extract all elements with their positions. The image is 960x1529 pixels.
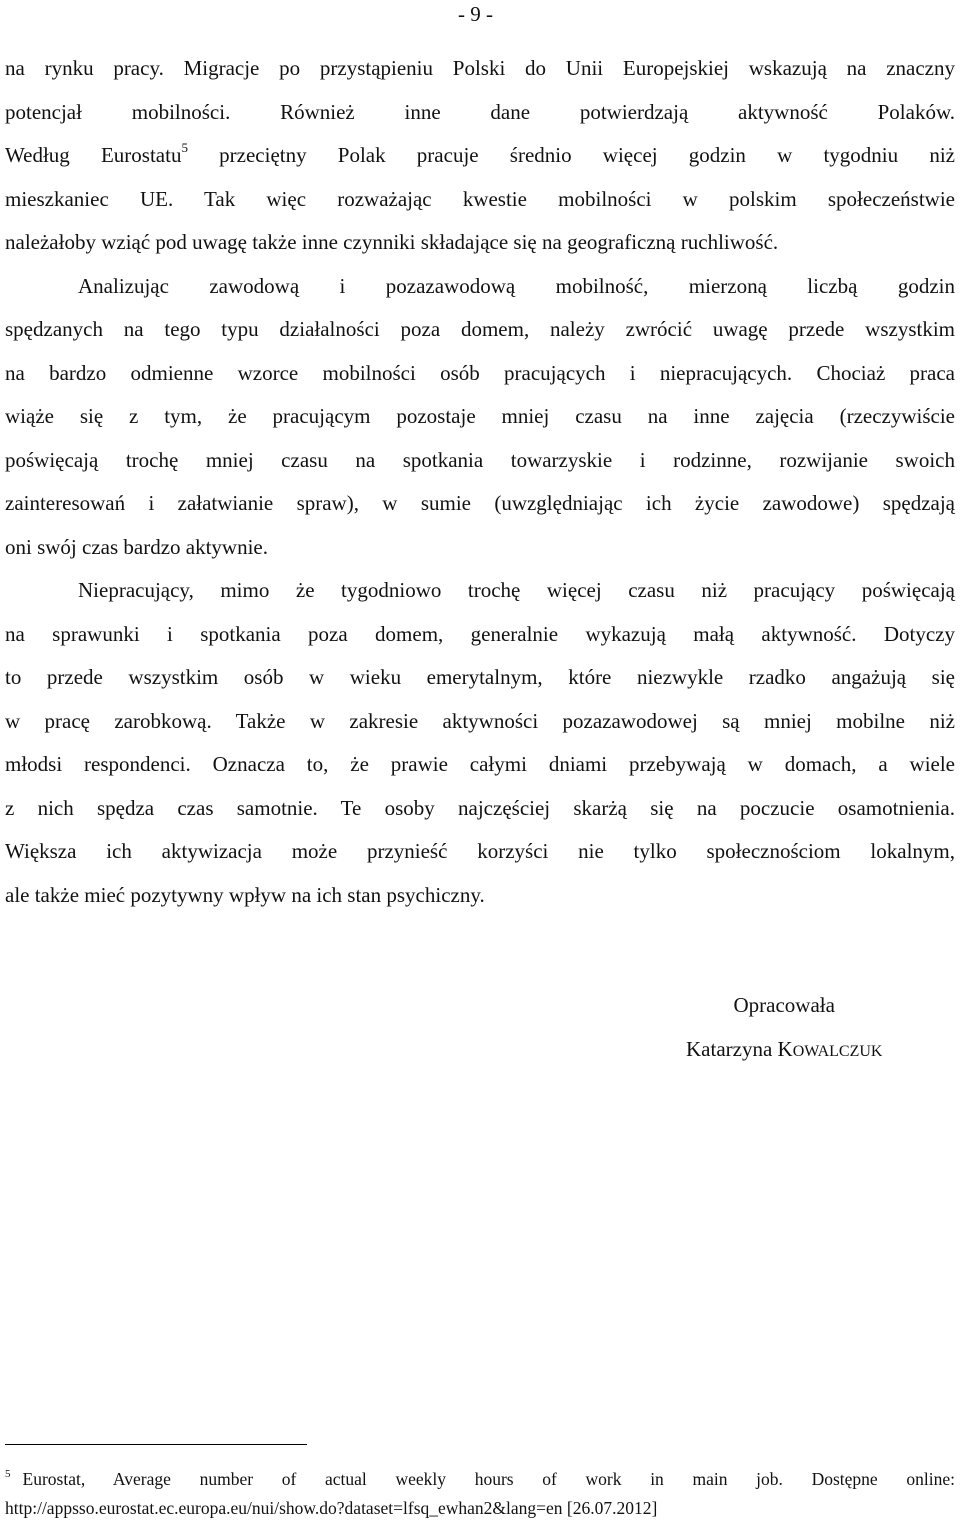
text-line: z nich spędza czas samotnie. Te osoby najczęściej skarżą się na poczucie osamotnienia. <box>5 795 955 820</box>
text-line: to przede wszystkim osób w wieku emerytalnym, które niezwykle rzadko angażują się <box>5 665 955 689</box>
text-line: w pracę zarobkową. Także w zakresie aktywności pozazawodowej są mniej mobilne niż <box>5 708 955 733</box>
footnote-reference: 5 <box>181 140 188 155</box>
author-name-smallcaps: OWALCZUK <box>792 1042 883 1060</box>
text-line-with-footnote <box>5 134 955 178</box>
text-line: młodsi respondenci. Oznacza to, że prawie całymi dniami przebywają w domach, a wiele <box>5 752 955 776</box>
text-line: spędzanych na tego typu działalności poza domem, należy zwrócić uwagę przede wszystkim <box>5 317 955 341</box>
footnote-url: http://appsso.eurostat.ec.europa.eu/nui/show.do?dataset=lfsq_ewhan2&lang=en [26.07.2012] <box>5 1498 658 1518</box>
footnote-text: Eurostat, Average number of actual weekly hours of work in main job. Dostępne online: <box>22 1469 955 1489</box>
main-text <box>5 47 955 917</box>
text-line: potencjał mobilności. Również inne dane potwierdzają aktywność Polaków. <box>5 99 955 124</box>
footnote-separator <box>5 1444 307 1445</box>
text-line: wiąże się z tym, że pracującym pozostaje mniej czasu na inne zajęcia (rzeczywiście <box>5 404 955 428</box>
author-name <box>686 1028 882 1074</box>
text-line: mieszkaniec UE. Tak więc rozważając kwestie mobilności w polskim społeczeństwie <box>5 186 955 211</box>
text-line: na bardzo odmienne wzorce mobilności osób pracujących i niepracujących. Chociaż praca <box>5 360 955 385</box>
text-line: Większa ich aktywizacja może przynieść korzyści nie tylko społecznościom lokalnym, <box>5 839 955 863</box>
text-line: Analizując zawodową i pozazawodową mobilność, mierzoną liczbą godzin <box>78 273 955 298</box>
footnote-line <box>5 1466 955 1495</box>
text-line: na rynku pracy. Migracje po przystąpieniu Polski do Unii Europejskiej wskazują na znaczny <box>5 56 955 80</box>
footnote-mark: 5 <box>5 1468 11 1480</box>
footnote <box>5 1466 955 1521</box>
text-line: oni swój czas bardzo aktywnie. <box>5 534 269 559</box>
text-line: na sprawunki i spotkania poza domem, generalnie wykazują małą aktywność. Dotyczy <box>5 621 955 646</box>
text-line: poświęcają trochę mniej czasu na spotkania towarzyskie i rodzinne, rozwijanie swoich <box>5 447 955 472</box>
text-fragment: Według Eurostatu <box>5 143 182 167</box>
text-fragment: przeciętny Polak pracuje średnio więcej godzin w tygodniu niż <box>219 143 955 167</box>
signature-label: Opracowała <box>733 993 835 1017</box>
text-line: należałoby wziąć pod uwagę także inne czynniki składające się na geograficzną ruchliwość. <box>5 230 779 254</box>
signature-block <box>686 984 882 1073</box>
page-number: - 9 - <box>458 2 493 26</box>
text-line: ale także mieć pozytywny wpływ na ich stan psychiczny. <box>5 882 485 907</box>
text-line: Niepracujący, mimo że tygodniowo trochę więcej czasu niż pracujący poświęcają <box>78 578 955 602</box>
author-name-main: Katarzyna K <box>686 1036 793 1061</box>
text-line: zainteresowań i załatwianie spraw), w sumie (uwzględniając ich życie zawodowe) spędzają <box>5 491 955 515</box>
